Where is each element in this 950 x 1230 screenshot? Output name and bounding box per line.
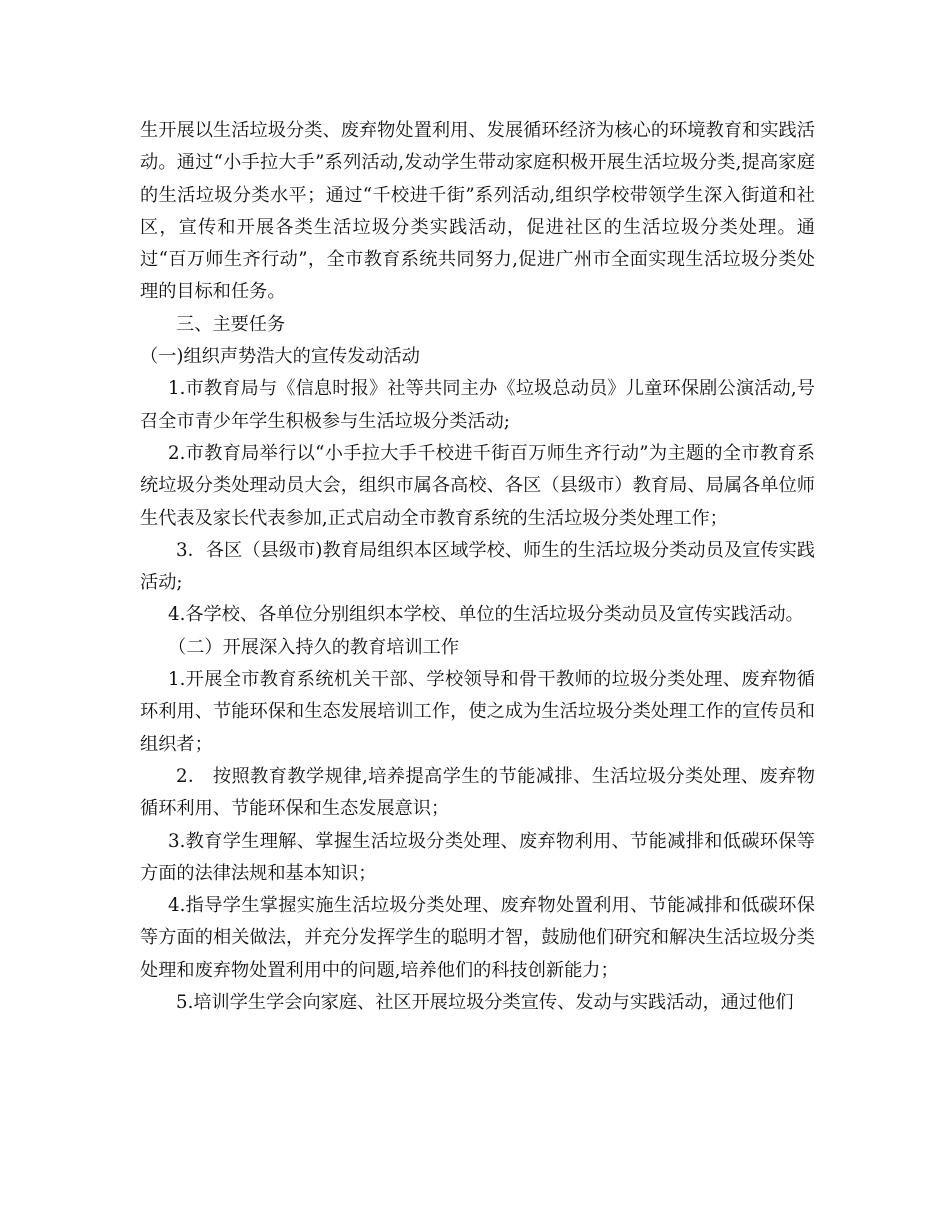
subsection-heading-publicity: （一)组织声势浩大的宣传发动活动 — [140, 346, 420, 368]
list-item-training-5: 5.培训学生学会向家庭、社区开展垃圾分类宣传、发动与实践活动，通过他们 — [176, 992, 794, 1014]
list-item-publicity-1: 1.市教育局与《信息时报》社等共同主办《垃圾总动员》儿童环保剧公演活动,号召全市青少年学生积极参与生活垃圾分类活动; — [140, 378, 815, 432]
list-item-training-3: 3.教育学生理解、掌握生活垃圾分类处理、废弃物利用、节能减排和低碳环保等方面的法律法规和基本知识； — [140, 830, 815, 884]
paragraph-intro-continuation: 生开展以生活垃圾分类、废弃物处置利用、发展循环经济为核心的环境教育和实践活动。通过“小手拉大手”系列活动,发动学生带动家庭积极开展生活垃圾分类,提高家庭的生活垃圾分类水平；通过“千校进千街”系列活动,组织学校带领学生深入街道和社区，宣传和开展各类生活垃圾分类实践活动，促进社区的生活垃圾分类处理。通过“百万师生齐行动”，全市教育系统共同努力,促进广州市全面实现生活垃圾分类处理的目标和任务。 — [140, 120, 815, 303]
list-item-publicity-2: 2.市教育局举行以“小手拉大手千校进千街百万师生齐行动”为主题的全市教育系统垃圾分类处理动员大会，组织市属各高校、各区（县级市）教育局、局属各单位师生代表及家长代表参加,正式启动全市教育系统的生活垃圾分类处理工作； — [140, 442, 815, 529]
section-heading-main-tasks: 三、主要任务 — [176, 313, 286, 335]
list-item-training-4: 4.指导学生掌握实施生活垃圾分类处理、废弃物处置利用、节能减排和低碳环保等方面的相关做法，并充分发挥学生的聪明才智，鼓励他们研究和解决生活垃圾分类处理和废弃物处置利用中的问题,培养他们的科技创新能力； — [140, 895, 815, 981]
list-item-training-1: 1.开展全市教育系统机关干部、学校领导和骨干教师的垃圾分类处理、废弃物循环利用、节能环保和生态发展培训工作，使之成为生活垃圾分类处理工作的宣传员和组织者； — [140, 669, 815, 755]
document-body — [140, 115, 815, 1019]
list-item-publicity-3: 3．各区（县级市)教育局组织本区域学校、师生的生活垃圾分类动员及宣传实践活动; — [140, 539, 815, 594]
list-item-publicity-4: 4.各学校、各单位分别组织本学校、单位的生活垃圾分类动员及宣传实践活动。 — [168, 604, 804, 626]
list-item-training-2: 2． 按照教育教学规律,培养提高学生的节能减排、生活垃圾分类处理、废弃物循环利用、节能环保和生态发展意识； — [140, 765, 815, 820]
subsection-heading-training: （二）开展深入持久的教育培训工作 — [168, 636, 460, 658]
